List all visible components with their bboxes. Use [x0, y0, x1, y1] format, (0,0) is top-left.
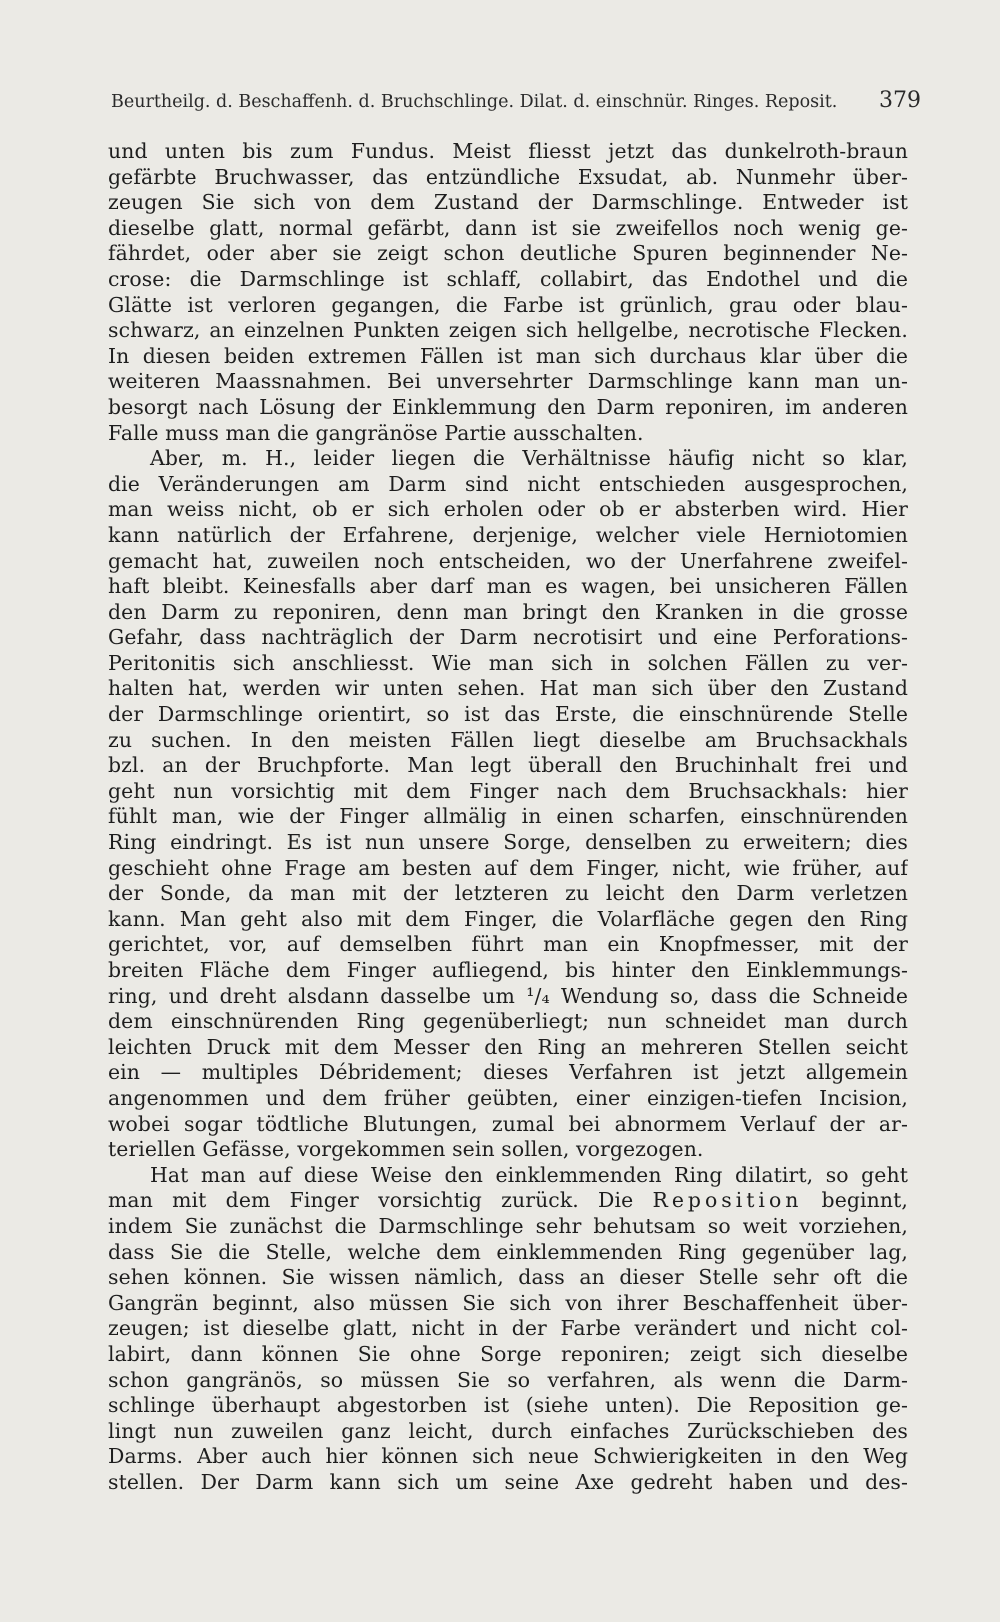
text-line: Hat man auf diese Weise den einklemmenden Ring dilatirt, so geht: [150, 1162, 908, 1187]
text-line: ring, und dreht alsdann dasselbe um ¹/₄ Wendung so, dass die Schneide: [108, 983, 908, 1008]
text-line: Gangrän beginnt, also müssen Sie sich von ihrer Beschaffenheit über-: [108, 1290, 908, 1315]
text-line: fühlt man, wie der Finger allmälig in einen scharfen, einschnürenden: [108, 804, 908, 829]
text-line: sehen können. Sie wissen nämlich, dass an dieser Stelle sehr oft die: [108, 1265, 908, 1290]
text-line: Aber, m. H., leider liegen die Verhältnisse häufig nicht so klar,: [150, 446, 908, 471]
text-line: Ring eindringt. Es ist nun unsere Sorge, denselben zu erweitern; dies: [108, 830, 908, 855]
text-line: labirt, dann können Sie ohne Sorge reponiren; zeigt sich dieselbe: [108, 1341, 908, 1366]
text-line: bzl. an der Bruchpforte. Man legt überall den Bruchinhalt frei und: [108, 753, 908, 778]
text-line: zu suchen. In den meisten Fällen liegt dieselbe am Bruchsackhals: [108, 727, 908, 752]
text-line: wobei sogar tödtliche Blutungen, zumal bei abnormem Verlauf der ar-: [108, 1111, 908, 1136]
text-line: [108, 1188, 908, 1214]
text-line: breiten Fläche dem Finger aufliegend, bis hinter den Einklemmungs-: [108, 958, 908, 982]
text-line: lingt nun zuweilen ganz leicht, durch einfaches Zurückschieben des: [108, 1418, 908, 1443]
text-line: zeugen Sie sich von dem Zustand der Darmschlinge. Entweder ist: [108, 190, 908, 215]
text-line: geht nun vorsichtig mit dem Finger nach dem Bruchsackhals: hier: [108, 778, 908, 803]
body-text: [108, 139, 908, 1499]
text-line: fährdet, oder aber sie zeigt schon deutliche Spuren beginnender Ne-: [108, 241, 908, 266]
page-number: 379: [879, 88, 921, 113]
text-line: gerichtet, vor, auf demselben führt man ein Knopfmesser, mit der: [108, 932, 908, 957]
text-line: angenommen und dem früher geübten, einer einzigen-tiefen Incision,: [108, 1085, 908, 1110]
text-line: halten hat, werden wir unten sehen. Hat man sich über den Zustand: [108, 676, 908, 701]
text-line: man weiss nicht, ob er sich erholen oder ob er absterben wird. Hier: [108, 497, 908, 522]
text-line: leichten Druck mit dem Messer den Ring an mehreren Stellen seicht: [108, 1034, 908, 1059]
text-line: schon gangränös, so müssen Sie so verfahren, als wenn die Darm-: [108, 1367, 908, 1392]
text-line: crose: die Darmschlinge ist schlaff, collabirt, das Endothel und die: [108, 266, 908, 291]
text-line: schlinge überhaupt abgestorben ist (siehe unten). Die Reposition ge-: [108, 1393, 908, 1418]
text-line: haft bleibt. Keinesfalls aber darf man es wagen, bei unsicheren Fällen: [108, 574, 908, 599]
text-line: gefärbte Bruchwasser, das entzündliche Exsudat, ab. Nunmehr über-: [108, 164, 908, 189]
text-line: kann natürlich der Erfahrene, derjenige, welcher viele Herniotomien: [108, 522, 908, 547]
text-line: dass Sie die Stelle, welche dem einklemmenden Ring gegenüber lag,: [108, 1239, 908, 1264]
text-segment: beginnt,: [802, 1188, 908, 1213]
text-line: ein — multiples Débridement; dieses Verfahren ist jetzt allgemein: [108, 1060, 908, 1085]
text-line: dieselbe glatt, normal gefärbt, dann ist sie zweifellos noch wenig ge-: [108, 215, 908, 240]
text-line: besorgt nach Lösung der Einklemmung den Darm reponiren, im anderen: [108, 394, 908, 419]
text-line: Falle muss man die gangränöse Partie ausschalten.: [108, 420, 644, 445]
text-line: stellen. Der Darm kann sich um seine Axe gedreht haben und des-: [108, 1469, 908, 1494]
text-line: der Darmschlinge orientirt, so ist das Erste, die einschnürende Stelle: [108, 702, 908, 727]
text-line: Glätte ist verloren gegangen, die Farbe ist grünlich, grau oder blau-: [108, 292, 908, 317]
text-line: zeugen; ist dieselbe glatt, nicht in der Farbe verändert und nicht col-: [108, 1316, 908, 1341]
text-line: die Veränderungen am Darm sind nicht entschieden ausgesprochen,: [108, 471, 908, 496]
text-line: Peritonitis sich anschliesst. Wie man sich in solchen Fällen zu ver-: [108, 650, 908, 675]
text-line: weiteren Maassnahmen. Bei unversehrter Darmschlinge kann man un-: [108, 369, 908, 394]
page-header: [111, 88, 921, 118]
text-line: der Sonde, da man mit der letzteren zu leicht den Darm verletzen: [108, 881, 908, 906]
text-line: und unten bis zum Fundus. Meist fliesst jetzt das dunkelroth-braun: [108, 139, 908, 163]
text-line: geschieht ohne Frage am besten auf dem Finger, nicht, wie früher, auf: [108, 855, 908, 880]
text-line: dem einschnürenden Ring gegenüberliegt; nun schneidet man durch: [108, 1009, 908, 1034]
text-line: indem Sie zunächst die Darmschlinge sehr behutsam so weit vorziehen,: [108, 1213, 908, 1238]
text-line: gemacht hat, zuweilen noch entscheiden, wo der Unerfahrene zweifel-: [108, 548, 908, 573]
running-title: Beurtheilg. d. Beschaffenh. d. Bruchschlinge. Dilat. d. einschnür. Ringes. Reposit.: [111, 92, 838, 112]
spaced-emphasis: Reposition: [652, 1188, 803, 1213]
text-line: kann. Man geht also mit dem Finger, die Volarfläche gegen den Ring: [108, 906, 908, 931]
text-line: Darms. Aber auch hier können sich neue Schwierigkeiten in den Weg: [108, 1444, 908, 1469]
text-line: teriellen Gefässe, vorgekommen sein sollen, vorgezogen.: [108, 1137, 704, 1162]
text-line: In diesen beiden extremen Fällen ist man sich durchaus klar über die: [108, 343, 908, 368]
text-line: den Darm zu reponiren, denn man bringt den Kranken in die grosse: [108, 599, 908, 624]
text-line: schwarz, an einzelnen Punkten zeigen sich hellgelbe, necrotische Flecken.: [108, 318, 908, 343]
text-line: Gefahr, dass nachträglich der Darm necrotisirt und eine Perforations-: [108, 625, 908, 650]
text-segment: man mit dem Finger vorsichtig zurück. Die: [108, 1188, 653, 1213]
